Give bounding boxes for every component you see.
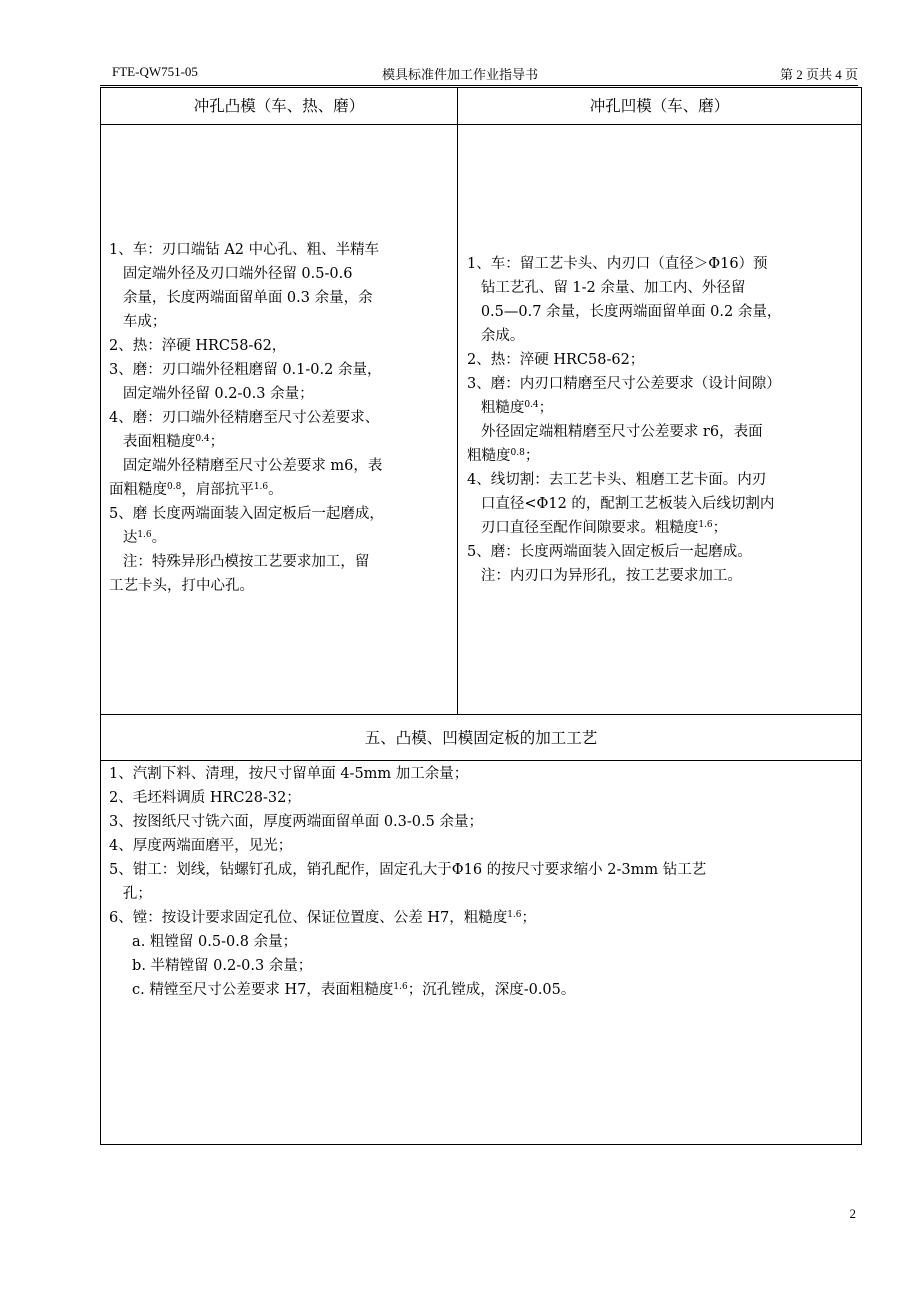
line-text: 注：内刃口为异形孔，按工艺要求加工。 <box>467 568 742 584</box>
document-code: FTE-QW751-05 <box>112 64 198 79</box>
text-line <box>467 444 861 468</box>
text-line <box>109 858 859 882</box>
text-line <box>109 310 455 334</box>
text-line <box>467 540 861 564</box>
section-divider-top <box>101 714 861 715</box>
section-title: 五、凸模、凹模固定板的加工工艺 <box>364 729 598 747</box>
text-line <box>109 430 455 454</box>
text-line <box>109 334 455 358</box>
line-text: 5、磨：长度两端面装入固定板后一起磨成。 <box>467 544 752 560</box>
line-text: b. 半精镗留 0.2-0.3 余量； <box>109 958 313 974</box>
text-line <box>109 882 859 906</box>
text-line <box>467 420 861 444</box>
line-text: 孔； <box>109 886 152 902</box>
roughness-value: 0.8 <box>167 482 182 492</box>
line-text: 2、热：淬硬 HRC58-62； <box>467 352 645 368</box>
line-text: 4、厚度两端面磨平，见光； <box>109 838 293 854</box>
line-text: 固定端外径留 0.2-0.3 余量； <box>109 386 314 402</box>
text-line <box>467 396 861 420</box>
line-text: 1、车：留工艺卡头、内刃口（直径＞Φ16）预 <box>467 256 768 272</box>
text-line <box>467 492 861 516</box>
text-line <box>467 348 861 372</box>
text-line <box>467 252 861 276</box>
roughness-value: 1.6 <box>137 530 152 540</box>
text-line <box>467 372 861 396</box>
text-line <box>109 454 455 478</box>
line-text: ； <box>209 434 225 450</box>
text-line <box>467 324 861 348</box>
line-text: 3、按图纸尺寸铣六面，厚度两端面留单面 0.3-0.5 余量； <box>109 814 483 830</box>
roughness-value: 1.6 <box>253 482 269 492</box>
roughness-value: 0.4 <box>524 400 539 410</box>
line-text: 2、毛坯料调质 HRC28-32； <box>109 790 301 806</box>
roughness-value: 1.6 <box>698 520 713 530</box>
text-line <box>109 358 455 382</box>
line-text: 粗糙度 <box>467 400 525 416</box>
line-text: 3、磨：内刃口精磨至尺寸公差要求（设计间隙） <box>467 376 781 392</box>
text-line <box>467 468 861 492</box>
line-text: 6、镗：按设计要求固定孔位、保证位置度、公差 H7，粗糙度 <box>109 910 508 926</box>
text-line <box>109 574 455 598</box>
line-text: ； <box>712 520 728 536</box>
punch-process-steps <box>109 238 455 598</box>
text-line <box>467 516 861 540</box>
line-text: 0.5—0.7 余量，长度两端面留单面 0.2 余量， <box>467 304 782 320</box>
section-divider-bottom <box>101 760 861 761</box>
header-rule <box>100 85 858 86</box>
roughness-value: 1.6 <box>507 910 522 920</box>
roughness-value: 1.6 <box>393 982 408 992</box>
line-text: a. 粗镗留 0.5-0.8 余量； <box>109 934 298 950</box>
text-line <box>109 786 859 810</box>
line-text: 3、磨：刃口端外径粗磨留 0.1-0.2 余量， <box>109 362 382 378</box>
line-text: 车成； <box>109 314 167 330</box>
line-text: 口直径<Φ12 的，配割工艺板装入后线切割内 <box>467 496 775 512</box>
text-line <box>109 406 455 430</box>
roughness-value: 0.8 <box>510 448 525 458</box>
line-text: 粗糙度 <box>467 448 511 464</box>
line-text: 1、车：刃口端钻 A2 中心孔、粗、半精车 <box>109 242 380 258</box>
text-line <box>109 930 859 954</box>
text-line <box>109 954 859 978</box>
line-text: 钻工艺孔、留 1-2 余量、加工内、外径留 <box>467 280 746 296</box>
line-text: 达 <box>109 530 138 546</box>
line-text: 固定端外径及刃口端外径留 0.5-0.6 <box>109 266 353 282</box>
line-text: 5、钳工：划线，钻螺钉孔成，销孔配作，固定孔大于Φ16 的按尺寸要求缩小 2-3mm 钻工艺 <box>109 862 707 878</box>
text-line <box>467 564 861 588</box>
text-line <box>109 526 455 550</box>
text-line <box>109 262 455 286</box>
line-text: 。 <box>151 530 167 546</box>
line-text: c. 精镗至尺寸公差要求 H7，表面粗糙度 <box>109 982 394 998</box>
header-divider <box>101 124 861 125</box>
text-line <box>109 238 455 262</box>
page-number: 2 <box>849 1206 856 1221</box>
process-table <box>100 87 862 1145</box>
text-line <box>109 762 859 786</box>
line-text: 余量，长度两端面留单面 0.3 余量，余 <box>109 290 373 306</box>
line-text: 2、热：淬硬 HRC58-62， <box>109 338 287 354</box>
text-line <box>109 810 859 834</box>
line-text: ； <box>521 910 537 926</box>
line-text: 工艺卡头，打中心孔。 <box>109 578 254 594</box>
page-info: 第 2 页共 4 页 <box>779 67 858 82</box>
die-column-title: 冲孔凹模（车、磨） <box>589 97 730 115</box>
text-line <box>109 286 455 310</box>
line-text: 。 <box>268 482 283 498</box>
line-text: 表面粗糙度 <box>109 434 196 450</box>
document-title: 模具标准件加工作业指导书 <box>381 67 538 82</box>
text-line <box>109 382 455 406</box>
text-line <box>467 276 861 300</box>
fixing-plate-process-steps <box>109 762 859 1002</box>
column-divider <box>457 88 458 714</box>
line-text: 外径固定端粗精磨至尺寸公差要求 r6，表面 <box>467 424 763 440</box>
line-text: 固定端外径精磨至尺寸公差要求 m6，表 <box>109 458 383 474</box>
roughness-value: 0.4 <box>195 434 210 444</box>
text-line <box>109 978 859 1002</box>
text-line <box>109 834 859 858</box>
text-line <box>109 906 859 930</box>
die-process-steps <box>467 252 861 588</box>
line-text: 4、磨：刃口端外径精磨至尺寸公差要求、 <box>109 410 380 426</box>
line-text: 1、汽割下料、清理，按尺寸留单面 4-5mm 加工余量； <box>109 766 469 782</box>
text-line <box>109 502 455 526</box>
text-line <box>467 300 861 324</box>
text-line <box>109 550 455 574</box>
line-text: 注：特殊异形凸模按工艺要求加工，留 <box>109 554 370 570</box>
text-line <box>109 478 455 502</box>
line-text: 4、线切割：去工艺卡头、粗磨工艺卡面。内刃 <box>467 472 767 488</box>
line-text: ； <box>524 448 540 464</box>
line-text: 5、磨 长度两端面装入固定板后一起磨成， <box>109 506 384 522</box>
punch-column-title: 冲孔凸模（车、热、磨） <box>193 97 365 115</box>
line-text: ；沉孔镗成，深度-0.05。 <box>407 982 576 998</box>
line-text: ； <box>538 400 554 416</box>
line-text: 面粗糙度 <box>109 482 167 498</box>
line-text: 余成。 <box>467 328 525 344</box>
line-text: ，肩部抗平 <box>181 482 254 498</box>
line-text: 刃口直径至配作间隙要求。粗糙度 <box>467 520 699 536</box>
